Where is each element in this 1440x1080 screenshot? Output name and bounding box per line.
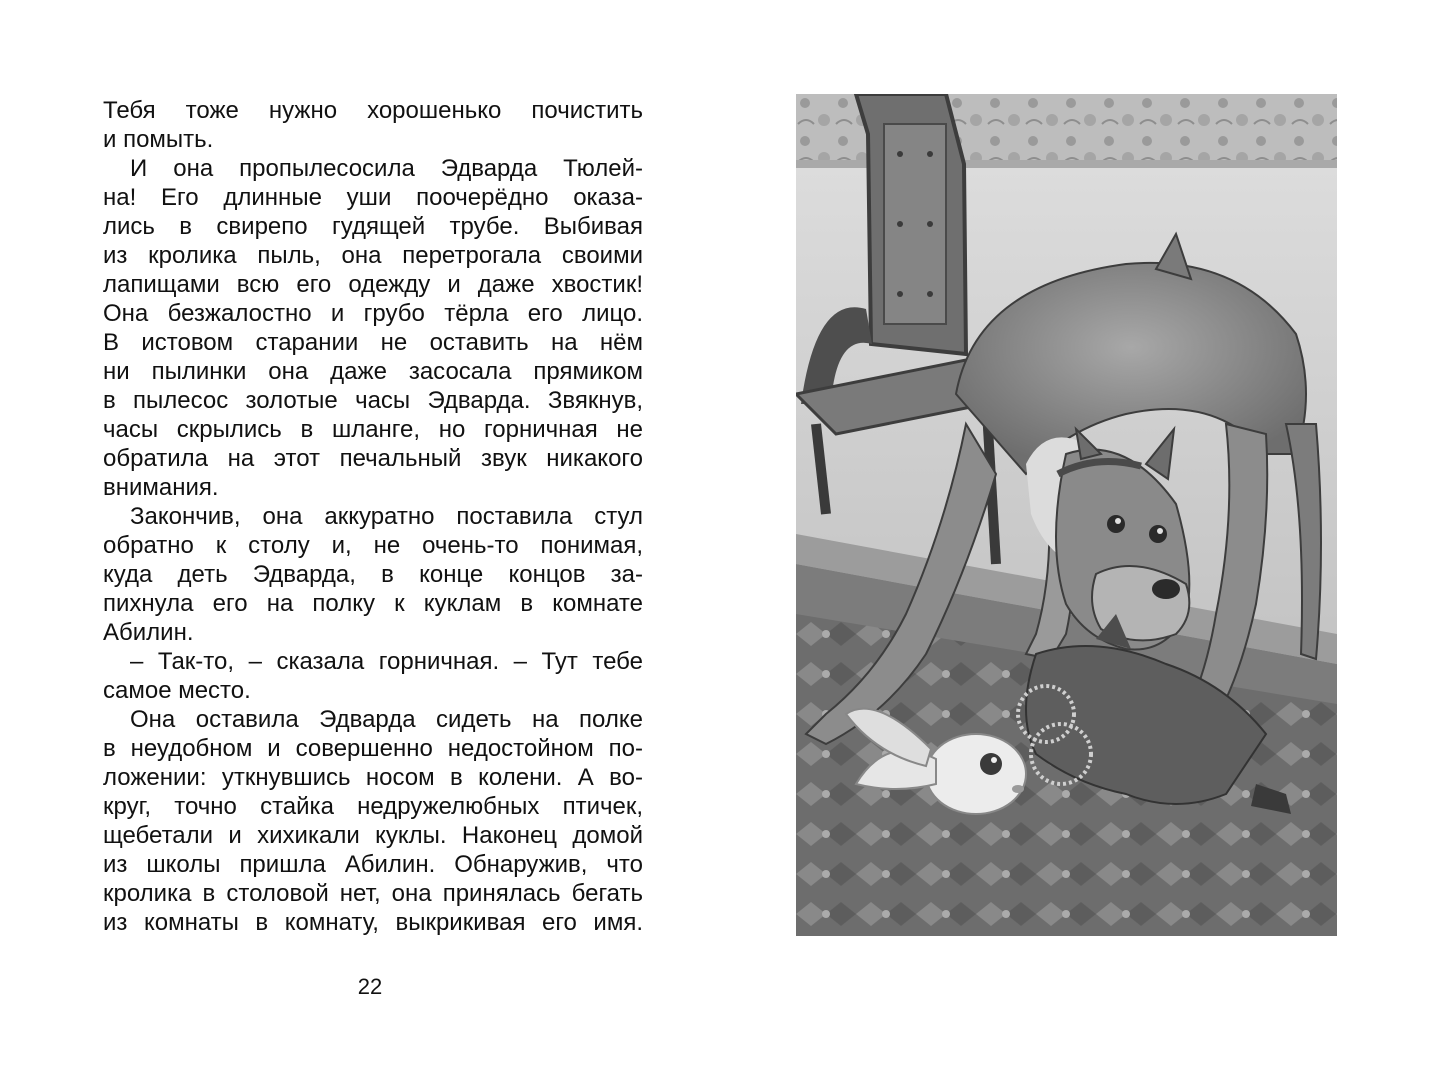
text-line: внимания. [103, 474, 219, 501]
text-line: щебетали и хихикали куклы. Наконец домой [103, 822, 643, 849]
text-line: лапищами всю его одежду и даже хвостик! [103, 271, 643, 298]
text-line: и помыть. [103, 126, 214, 153]
text-line: – Так-то, – сказала горничная. – Тут тебе [130, 648, 643, 675]
body-text [103, 96, 643, 937]
text-line: Закончив, она аккуратно поставила стул [130, 503, 643, 530]
page-number: 22 [357, 974, 383, 999]
text-line: И она пропылесосила Эдварда Тюлей- [130, 155, 643, 182]
text-line: из кролика пыль, она перетрогала своими [103, 242, 643, 269]
text-line: часы скрылись в шланге, но горничная не [103, 416, 643, 443]
text-line: ложении: уткнувшись носом в колени. А во- [103, 764, 643, 791]
text-line: ни пылинки она даже засосала прямиком [103, 358, 643, 385]
text-line: лись в свирепо гудящей трубе. Выбивая [103, 213, 643, 240]
text-line: обратно к столу и, не очень-то понимая, [103, 532, 643, 559]
text-line: самое место. [103, 677, 251, 704]
text-line: куда деть Эдварда, в конце концов за- [103, 561, 643, 588]
text-line: Абилин. [103, 619, 194, 646]
text-line: из комнаты в комнату, выкрикивая его имя. [103, 909, 643, 936]
text-line: круг, точно стайка недружелюбных птичек, [103, 793, 643, 820]
text-line: Тебя тоже нужно хорошенько почистить [103, 97, 643, 124]
text-line: Она безжалостно и грубо тёрла его лицо. [103, 300, 643, 327]
text-line: на! Его длинные уши поочерёдно оказа- [103, 184, 643, 211]
text-line: из школы пришла Абилин. Обнаружив, что [103, 851, 643, 878]
text-line: кролика в столовой нет, она принялась бегать [103, 880, 643, 907]
text-line: Она оставила Эдварда сидеть на полке [130, 706, 643, 733]
text-line: пихнула его на полку к куклам в комнате [103, 590, 643, 617]
illustration-dog-and-rabbit [796, 94, 1337, 936]
text-line: в пылесос золотые часы Эдварда. Звякнув, [103, 387, 643, 414]
text-line: обратила на этот печальный звук никакого [103, 445, 643, 472]
text-line: В истовом старании не оставить на нём [103, 329, 643, 356]
text-line: в неудобном и совершенно недостойном по- [103, 735, 643, 762]
